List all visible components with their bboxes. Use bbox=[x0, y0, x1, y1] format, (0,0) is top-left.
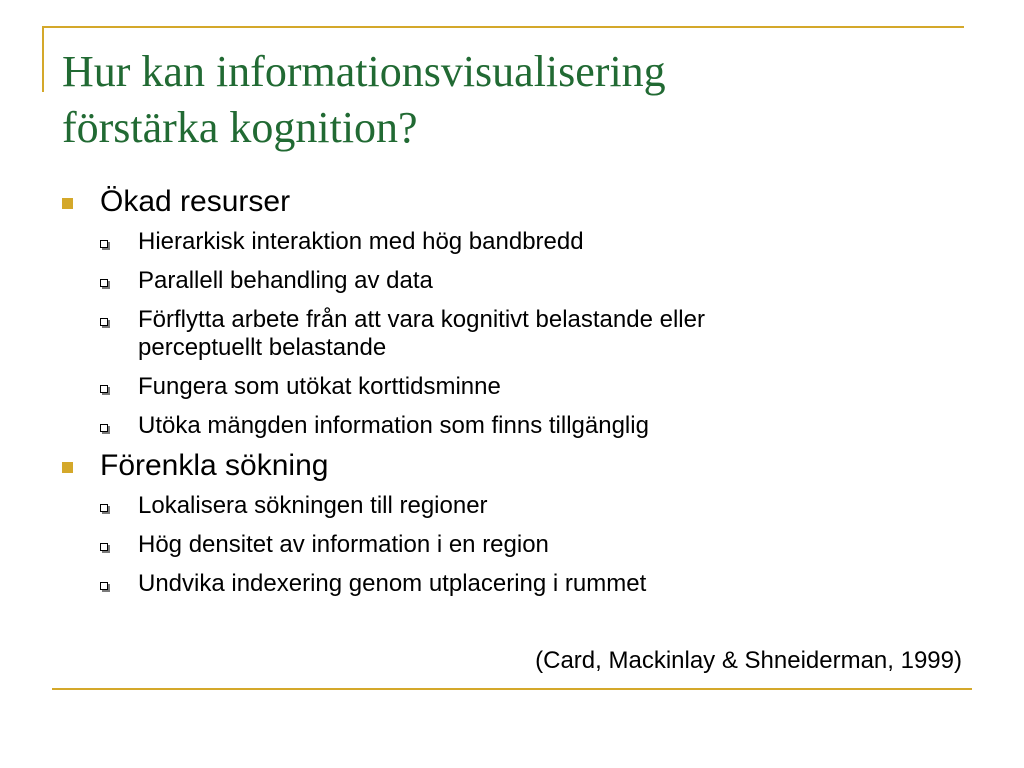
sub-bullet-text-continued: perceptuellt belastande bbox=[138, 334, 387, 361]
top-accent-line bbox=[42, 26, 964, 28]
sub-bullet-hog-densitet bbox=[62, 531, 962, 559]
hollow-square-bullet-icon bbox=[100, 424, 108, 432]
sub-bullet-text: Förflytta arbete från att vara kognitivt belastande eller bbox=[138, 306, 705, 333]
left-accent-line bbox=[42, 26, 44, 92]
hollow-square-bullet-icon bbox=[100, 504, 108, 512]
bullet-list bbox=[62, 182, 962, 598]
sub-bullet-forflytta bbox=[62, 306, 962, 362]
bottom-accent-line bbox=[52, 688, 972, 690]
sub-bullet-text: Parallell behandling av data bbox=[138, 267, 433, 294]
sub-bullet-text: Hierarkisk interaktion med hög bandbredd bbox=[138, 228, 584, 255]
slide-title-line-2: förstärka kognition? bbox=[62, 103, 418, 152]
bullet-text: Ökad resurser bbox=[100, 185, 291, 218]
hollow-square-bullet-icon bbox=[100, 385, 108, 393]
hollow-square-bullet-icon bbox=[100, 582, 108, 590]
hollow-square-bullet-icon bbox=[100, 240, 108, 248]
hollow-square-bullet-icon bbox=[100, 543, 108, 551]
citation: (Card, Mackinlay & Shneiderman, 1999) bbox=[535, 647, 962, 674]
slide-title-line-1: Hur kan informationsvisualisering bbox=[62, 47, 666, 96]
square-bullet-icon bbox=[62, 198, 73, 209]
bullet-forenkla-sokning bbox=[62, 446, 962, 486]
sub-bullet-text: Utöka mängden information som finns tillgänglig bbox=[138, 412, 649, 439]
bullet-okad-resurser bbox=[62, 182, 962, 222]
slide-title bbox=[62, 44, 962, 156]
sub-bullet-text: Fungera som utökat korttidsminne bbox=[138, 373, 501, 400]
sub-bullet-utoka bbox=[62, 412, 962, 440]
sub-bullet-lokalisera bbox=[62, 492, 962, 520]
sub-bullet-parallell bbox=[62, 267, 962, 295]
sub-bullet-text: Hög densitet av information i en region bbox=[138, 531, 549, 558]
bullet-text: Förenkla sökning bbox=[100, 449, 329, 482]
sub-bullet-hierarkisk bbox=[62, 228, 962, 256]
sub-bullet-text: Undvika indexering genom utplacering i rummet bbox=[138, 570, 647, 597]
hollow-square-bullet-icon bbox=[100, 318, 108, 326]
sub-bullet-fungera bbox=[62, 373, 962, 401]
sub-bullet-text: Lokalisera sökningen till regioner bbox=[138, 492, 488, 519]
square-bullet-icon bbox=[62, 462, 73, 473]
sub-bullet-undvika bbox=[62, 570, 962, 598]
hollow-square-bullet-icon bbox=[100, 279, 108, 287]
